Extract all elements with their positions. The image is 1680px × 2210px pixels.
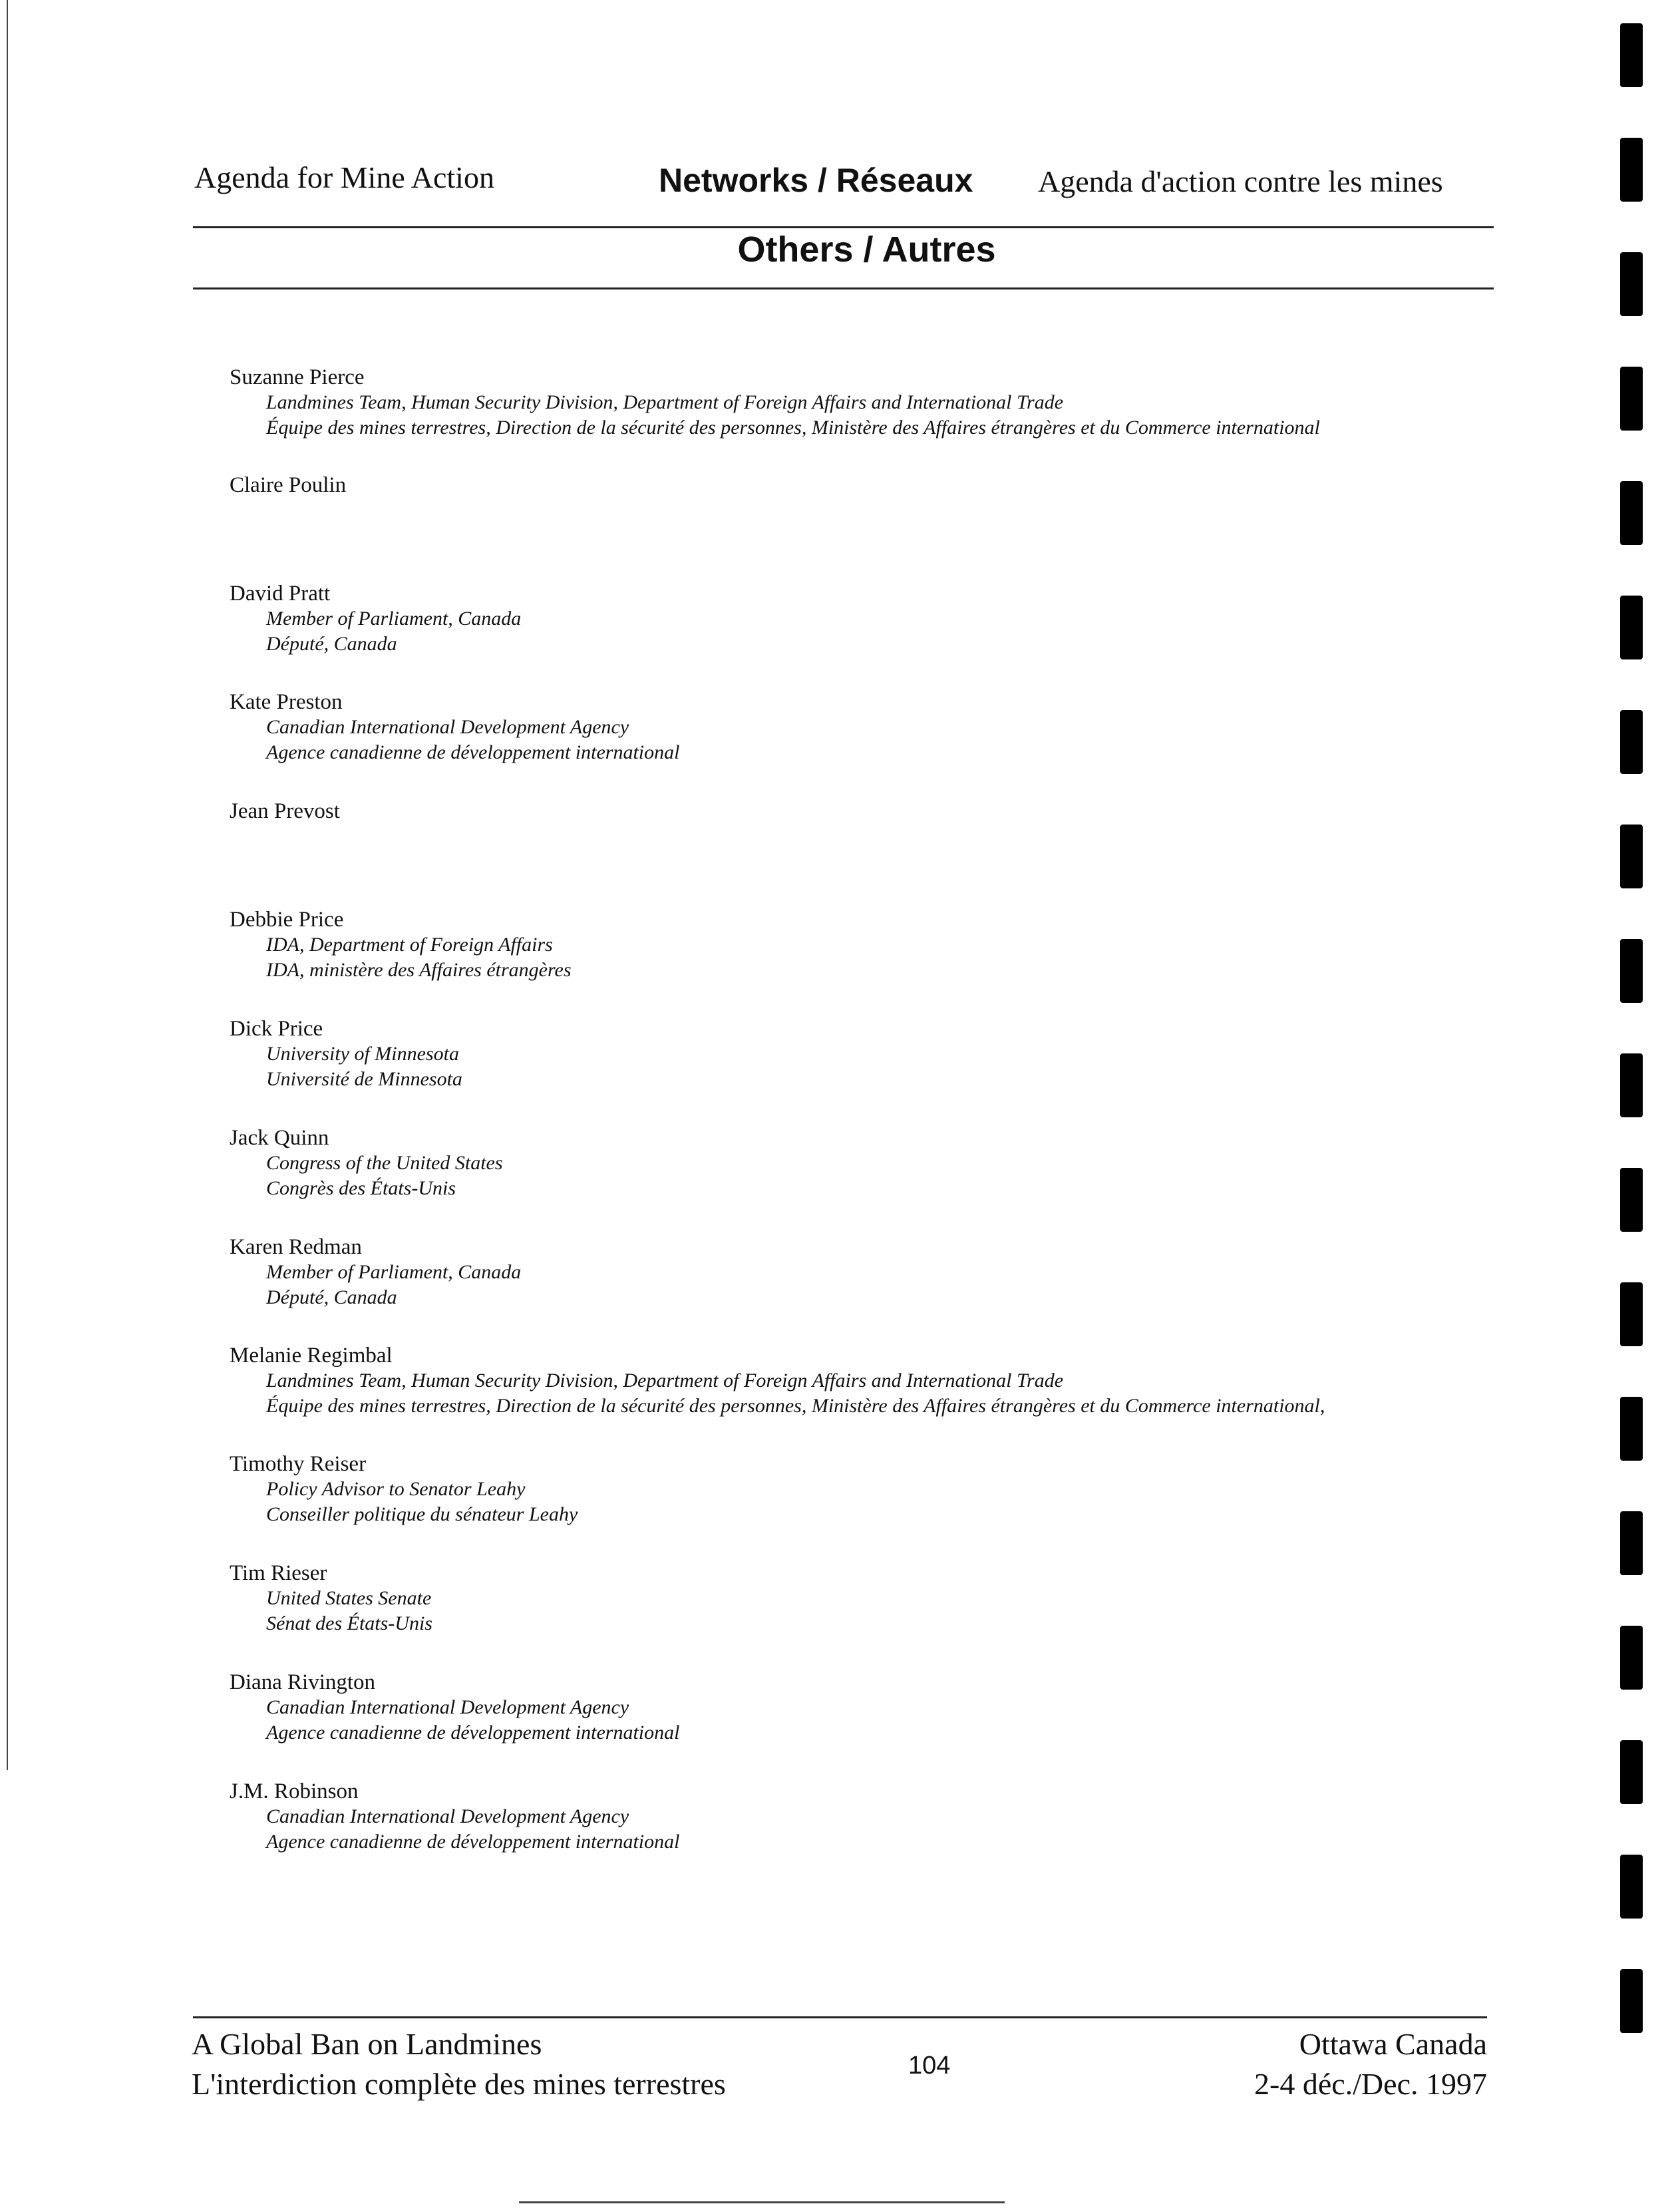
entry-name: Melanie Regimbal: [230, 1344, 393, 1368]
directory-entry: [230, 1561, 432, 1636]
entry-affiliation: Député, Canada: [266, 633, 397, 655]
directory-entry: [230, 581, 521, 657]
entry-affiliation: Canadian International Development Agency: [266, 1696, 629, 1718]
entry-affiliation: Équipe des mines terrestres, Direction de la sécurité des personnes, Ministère des Affaires étrangères et du Commerce international: [266, 417, 1320, 439]
entry-name: Karen Redman: [230, 1235, 362, 1259]
binder-mark: [1620, 1740, 1643, 1804]
entry-name: Diana Rivington: [230, 1670, 376, 1694]
binder-mark: [1620, 1855, 1643, 1919]
binder-mark: [1620, 1969, 1643, 2033]
binder-mark: [1620, 1397, 1643, 1461]
entry-affiliation: Member of Parliament, Canada: [266, 608, 522, 630]
entry-affiliation: Université de Minnesota: [266, 1068, 462, 1090]
page-number: 104: [908, 2052, 951, 2080]
entry-affiliation: Sénat des États-Unis: [266, 1612, 432, 1634]
footer-left-line2: L'interdiction complète des mines terrestres: [192, 2067, 726, 2101]
binder-mark: [1620, 825, 1643, 888]
directory-entry: [230, 1016, 462, 1092]
header-rule: [193, 226, 1494, 228]
header-right-title: Agenda d'action contre les mines: [1038, 164, 1443, 198]
binder-mark: [1620, 596, 1643, 659]
entry-name: Dick Price: [230, 1017, 323, 1041]
binder-mark: [1620, 367, 1643, 431]
footer-rule: [193, 2016, 1487, 2018]
footer-right-line2: 2-4 déc./Dec. 1997: [1254, 2067, 1487, 2101]
footer-right: [1254, 2024, 1487, 2104]
entry-affiliation: Conseiller politique du sénateur Leahy: [266, 1503, 578, 1525]
scan-scratch-line: [519, 2201, 1005, 2203]
binder-hole-marks: [1620, 0, 1647, 2210]
entry-affiliation: Canadian International Development Agency: [266, 716, 629, 738]
directory-entry: [230, 1125, 503, 1201]
entry-affiliation: Équipe des mines terrestres, Direction de la sécurité des personnes, Ministère des Affaires étrangères et du Commerce international,: [266, 1395, 1325, 1417]
entry-affiliation: Canadian International Development Agency: [266, 1805, 629, 1827]
binder-mark: [1620, 1168, 1643, 1232]
entry-name: Timothy Reiser: [230, 1452, 367, 1476]
binder-mark: [1620, 1511, 1643, 1575]
header-center-title: Networks / Réseaux: [659, 162, 973, 199]
section-rule: [193, 287, 1494, 289]
footer-right-line1: Ottawa Canada: [1299, 2027, 1487, 2061]
directory-entry: [230, 1451, 578, 1527]
binder-mark: [1620, 939, 1643, 1003]
binder-mark: [1620, 252, 1643, 316]
directory-entry: [230, 1779, 679, 1855]
entry-name: Claire Poulin: [230, 473, 347, 497]
entry-affiliation: Agence canadienne de développement international: [266, 1831, 680, 1853]
entry-name: Kate Preston: [230, 690, 343, 714]
entry-name: Debbie Price: [230, 908, 344, 932]
directory-entry: [230, 365, 1320, 441]
entry-affiliation: Agence canadienne de développement international: [266, 1722, 680, 1744]
entry-affiliation: Congrès des États-Unis: [266, 1177, 456, 1199]
footer-left: [192, 2024, 726, 2104]
entry-affiliation: Member of Parliament, Canada: [266, 1261, 522, 1283]
entry-affiliation: United States Senate: [266, 1587, 432, 1609]
directory-entry: [230, 907, 572, 983]
entry-affiliation: Député, Canada: [266, 1286, 397, 1308]
entry-affiliation: IDA, Department of Foreign Affairs: [266, 934, 553, 956]
entry-affiliation: Landmines Team, Human Security Division, Department of Foreign Affairs and International Trade: [266, 391, 1064, 413]
binder-mark: [1620, 1053, 1643, 1117]
binder-mark: [1620, 1626, 1643, 1690]
directory-entry: [230, 1343, 1325, 1419]
entry-name: J.M. Robinson: [230, 1779, 359, 1803]
directory-entry: [230, 799, 340, 824]
binder-mark: [1620, 481, 1643, 545]
header-left-title: Agenda for Mine Action: [194, 160, 494, 194]
directory-entry: [230, 1670, 679, 1746]
directory-entry: [230, 472, 346, 498]
binder-mark: [1620, 1282, 1643, 1346]
directory-entry: [230, 1234, 521, 1310]
entry-affiliation: IDA, ministère des Affaires étrangères: [266, 959, 572, 981]
binder-mark: [1620, 138, 1643, 202]
entry-affiliation: Congress of the United States: [266, 1152, 503, 1174]
entry-affiliation: Landmines Team, Human Security Division, Department of Foreign Affairs and International Trade: [266, 1370, 1064, 1391]
entry-name: Jack Quinn: [230, 1126, 329, 1150]
entry-name: Tim Rieser: [230, 1561, 327, 1585]
entry-affiliation: Agence canadienne de développement international: [266, 741, 680, 763]
entry-name: David Pratt: [230, 582, 331, 606]
directory-entry: [230, 689, 679, 765]
entry-name: Suzanne Pierce: [230, 365, 365, 389]
binder-mark: [1620, 710, 1643, 774]
binder-mark: [1620, 23, 1643, 87]
footer-left-line1: A Global Ban on Landmines: [192, 2027, 542, 2061]
entry-affiliation: Policy Advisor to Senator Leahy: [266, 1478, 526, 1500]
entry-affiliation: University of Minnesota: [266, 1043, 459, 1065]
entry-name: Jean Prevost: [230, 799, 340, 823]
section-title: Others / Autres: [737, 230, 996, 270]
